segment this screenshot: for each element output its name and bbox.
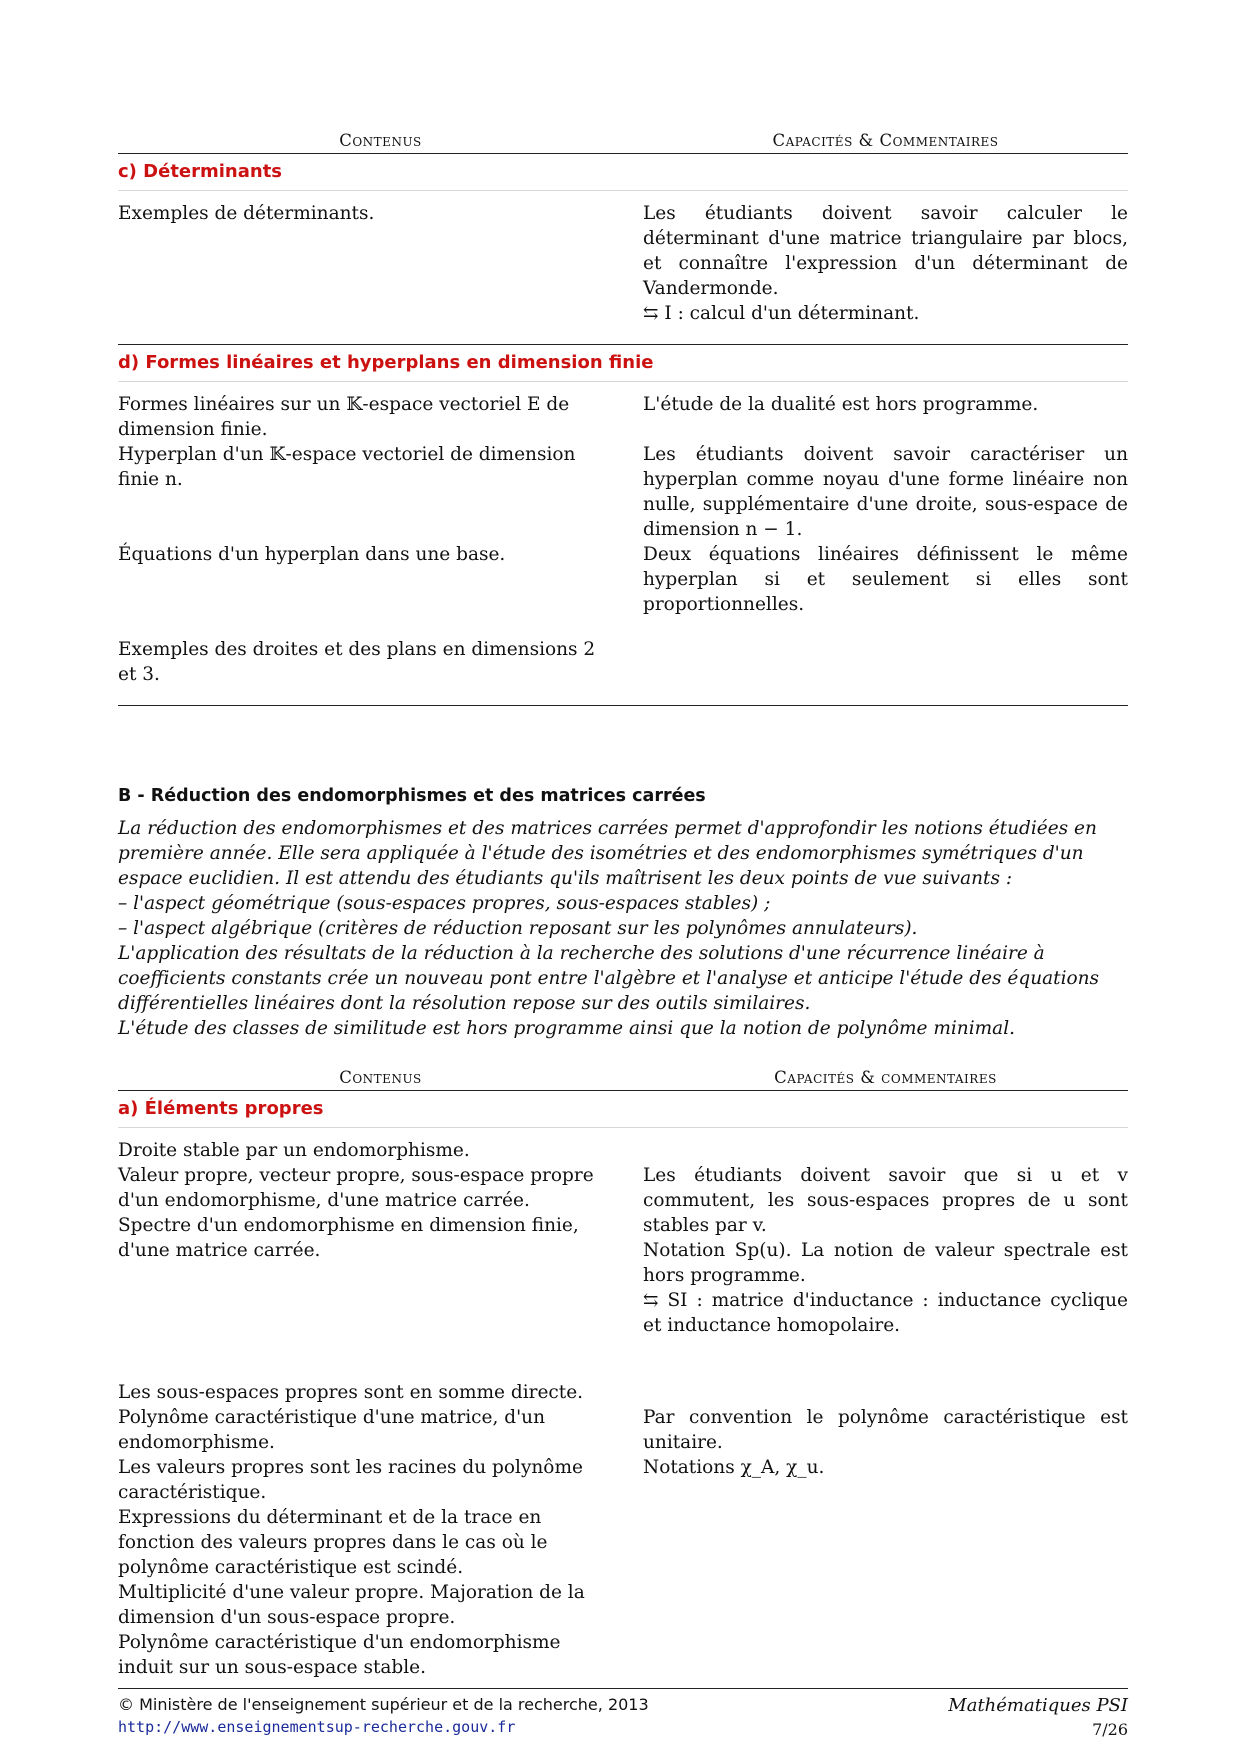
section-title-formes-lineaires: d) Formes linéaires et hyperplans en dimension finie [118,352,654,373]
source-url-link[interactable]: http://www.enseignementsup-recherche.gouv.fr [118,1718,516,1736]
content-text: Les sous-espaces propres sont en somme directe. [118,1382,584,1403]
column-header-capacites: Capacités & commentaires [774,1068,997,1087]
content-text: Droite stable par un endomorphisme. [118,1140,470,1161]
content-text: Polynôme caractéristique d'un endomorphisme induit sur un sous-espace stable. [118,1632,561,1678]
table-row [118,442,1128,542]
table2-header [118,1055,1128,1090]
content-text: Polynôme caractéristique d'une matrice, d'un endomorphisme. [118,1407,546,1453]
table-row [118,637,1128,687]
page-footer [118,1688,1128,1739]
content-text: Équations d'un hyperplan dans une base. [118,544,506,565]
content-text: Exemples des droites et des plans en dimensions 2 et 3. [118,639,596,685]
column-header-contenus: Contenus [339,131,422,150]
intro-bullet: – l'aspect algébrique (critères de réduction reposant sur les polynômes annulateurs). [118,918,918,939]
section-title-elements-propres: a) Éléments propres [118,1098,324,1119]
copyright: © Ministère de l'enseignement supérieur et de la recherche, 2013 [118,1695,649,1714]
cross-reference: ⇆ SI : matrice d'inductance : inductance cyclique et inductance homopolaire. [643,1290,1128,1336]
section-title-determinants: c) Déterminants [118,161,283,182]
content-text: Expressions du déterminant et de la trace en fonction des valeurs propres dans le cas où le polynôme caractéristique est scindé. [118,1507,548,1578]
column-header-capacites: Capacités & Commentaires [772,131,999,150]
comment-text: L'étude de la dualité est hors programme. [643,394,1039,415]
cross-reference: ⇆ I : calcul d'un déterminant. [643,303,920,324]
comment-text: Notation Sp(u). La notion de valeur spectrale est hors programme. [643,1240,1128,1286]
content-text: Exemples de déterminants. [118,203,375,224]
page-content [118,118,1128,1680]
comment-text: Notations χ_A, χ_u. [643,1457,825,1478]
subject-title: Mathématiques PSI [948,1695,1128,1716]
intro-paragraph: L'application des résultats de la réduction à la recherche des solutions d'une récurrence linéaire à coefficients constants crée un nouveau pont entre l'algèbre et l'analyse et anticipe l'étude des équations différentielles linéaires dont la résolution repose sur des outils similaires. [118,943,1100,1014]
content-text: Formes linéaires sur un 𝕂-espace vectoriel E de dimension finie. [118,394,570,440]
comment-text: Les étudiants doivent savoir calculer le déterminant d'une matrice triangulaire par blocs, et connaître l'expression d'un déterminant de Vandermonde. [643,203,1128,299]
comment-text: Les étudiants doivent savoir caractériser un hyperplan comme noyau d'une forme linéaire non nulle, supplémentaire d'une droite, sous-espace de dimension n − 1. [643,444,1128,540]
table1-header [118,118,1128,153]
table-row [118,201,1128,326]
intro-paragraph: La réduction des endomorphismes et des matrices carrées permet d'approfondir les notions étudiées en première année. Elle sera appliquée à l'étude des isométries et des endomorphismes symétriques d'un espace euclidien. Il est attendu des étudiants qu'ils maîtrisent les deux points de vue suivants : [118,818,1097,889]
comment-text: Par convention le polynôme caractéristique est unitaire. [643,1407,1128,1453]
content-text: Hyperplan d'un 𝕂-espace vectoriel de dimension finie n. [118,444,576,490]
part-b-intro [118,816,1128,1041]
content-text: Les valeurs propres sont les racines du polynôme caractéristique. [118,1457,583,1503]
intro-bullet: – l'aspect géométrique (sous-espaces propres, sous-espaces stables) ; [118,893,771,914]
table-row [118,1138,1128,1338]
table-row [118,1380,1128,1680]
content-text: Valeur propre, vecteur propre, sous-espace propre d'un endomorphisme, d'une matrice carrée. [118,1165,594,1211]
part-b-title: B - Réduction des endomorphismes et des matrices carrées [118,786,706,806]
content-text: Multiplicité d'une valeur propre. Majoration de la dimension d'un sous-espace propre. [118,1582,585,1628]
intro-paragraph: L'étude des classes de similitude est hors programme ainsi que la notion de polynôme minimal. [118,1018,1016,1039]
table-row [118,392,1128,442]
comment-text: Les étudiants doivent savoir que si u et v commutent, les sous-espaces propres de u sont stables par v. [643,1165,1128,1236]
table-row [118,542,1128,617]
column-header-contenus: Contenus [339,1068,422,1087]
comment-text: Deux équations linéaires définissent le même hyperplan si et seulement si elles sont proportionnelles. [643,544,1128,615]
page-number: 7/26 [1092,1720,1128,1739]
content-text: Spectre d'un endomorphisme en dimension finie, d'une matrice carrée. [118,1215,579,1261]
